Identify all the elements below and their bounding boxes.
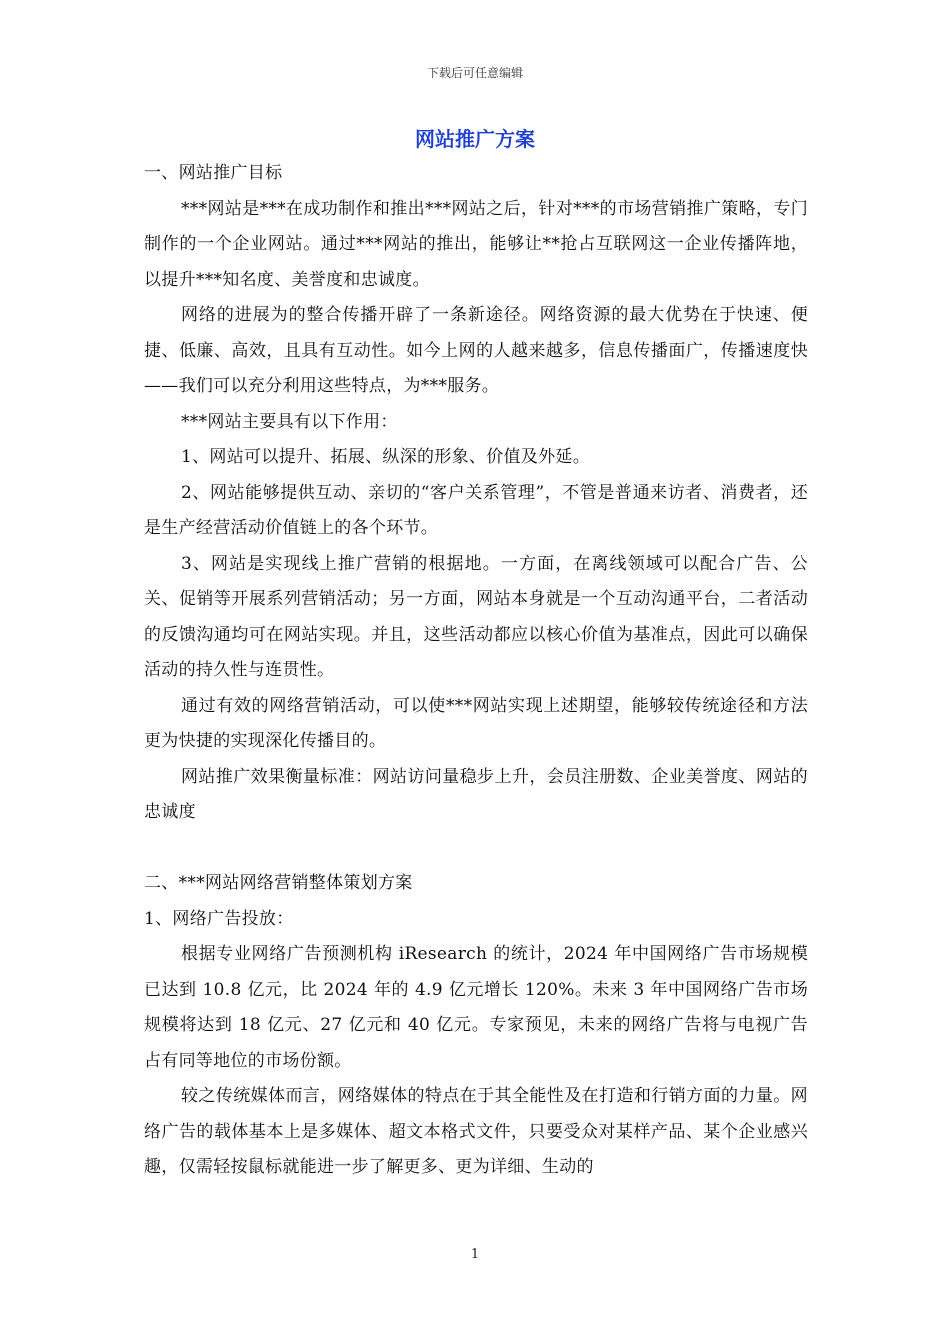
list-item: 2、网站能够提供互动、亲切的“客户关系管理”，不管是普通来访者、消费者，还是生产经营活动价值链上的各个环节。 <box>144 482 808 538</box>
section-heading-2: 二、***网站网络营销整体策划方案 <box>144 873 413 893</box>
page-header-note: 下载后可任意编辑 <box>426 66 523 80</box>
document-title: 网站推广方案 <box>415 127 535 151</box>
page-number: 1 <box>470 1247 480 1262</box>
body-paragraph: 根据专业网络广告预测机构 iResearch 的统计，2024 年中国网络广告市场规模已达到 10.8 亿元，比 2024 年的 4.9 亿元增长 120%。未来 3 年中国网络广告市场规模将达到 18 亿元、27 亿元和 40 亿元。专家预见，未来的网络广告将与电视广告占有同等地位的市场份额。 <box>144 944 808 1071</box>
body-paragraph: 网站推广效果衡量标准：网站访问量稳步上升，会员注册数、企业美誉度、网站的忠诚度 <box>144 766 808 822</box>
body-paragraph: ***网站是***在成功制作和推出***网站之后，针对***的市场营销推广策略，专门制作的一个企业网站。通过***网站的推出，能够让**抢占互联网这一企业传播阵地，以提升***知名度、美誉度和忠诚度。 <box>144 198 808 290</box>
subsection-heading: 1、网络广告投放： <box>144 908 294 929</box>
document-body <box>144 156 808 1186</box>
list-item: 1、网站可以提升、拓展、纵深的形象、价值及外延。 <box>181 447 591 467</box>
body-paragraph: 网络的进展为的整合传播开辟了一条新途径。网络资源的最大优势在于快速、便捷、低廉、高效，且具有互动性。如今上网的人越来越多，信息传播面广，传播速度快——我们可以充分利用这些特点，为***服务。 <box>144 305 808 396</box>
section-heading-1: 一、网站推广目标 <box>144 163 283 183</box>
body-paragraph: ***网站主要具有以下作用： <box>181 411 398 432</box>
blank-line <box>144 831 808 867</box>
body-paragraph: 较之传统媒体而言，网络媒体的特点在于其全能性及在打造和行销方面的力量。网络广告的载体基本上是多媒体、超文本格式文件，只要受众对某样产品、某个企业感兴趣，仅需轻按鼠标就能进一步了解更多、更为详细、生动的 <box>144 1086 808 1177</box>
body-paragraph: 通过有效的网络营销活动，可以使***网站实现上述期望，能够较传统途径和方法更为快捷的实现深化传播目的。 <box>144 695 808 751</box>
list-item: 3、网站是实现线上推广营销的根据地。一方面，在离线领域可以配合广告、公关、促销等开展系列营销活动；另一方面，网站本身就是一个互动沟通平台，二者活动的反馈沟通均可在网站实现。并且，这些活动都应以核心价值为基准点，因此可以确保活动的持久性与连贯性。 <box>144 553 808 680</box>
